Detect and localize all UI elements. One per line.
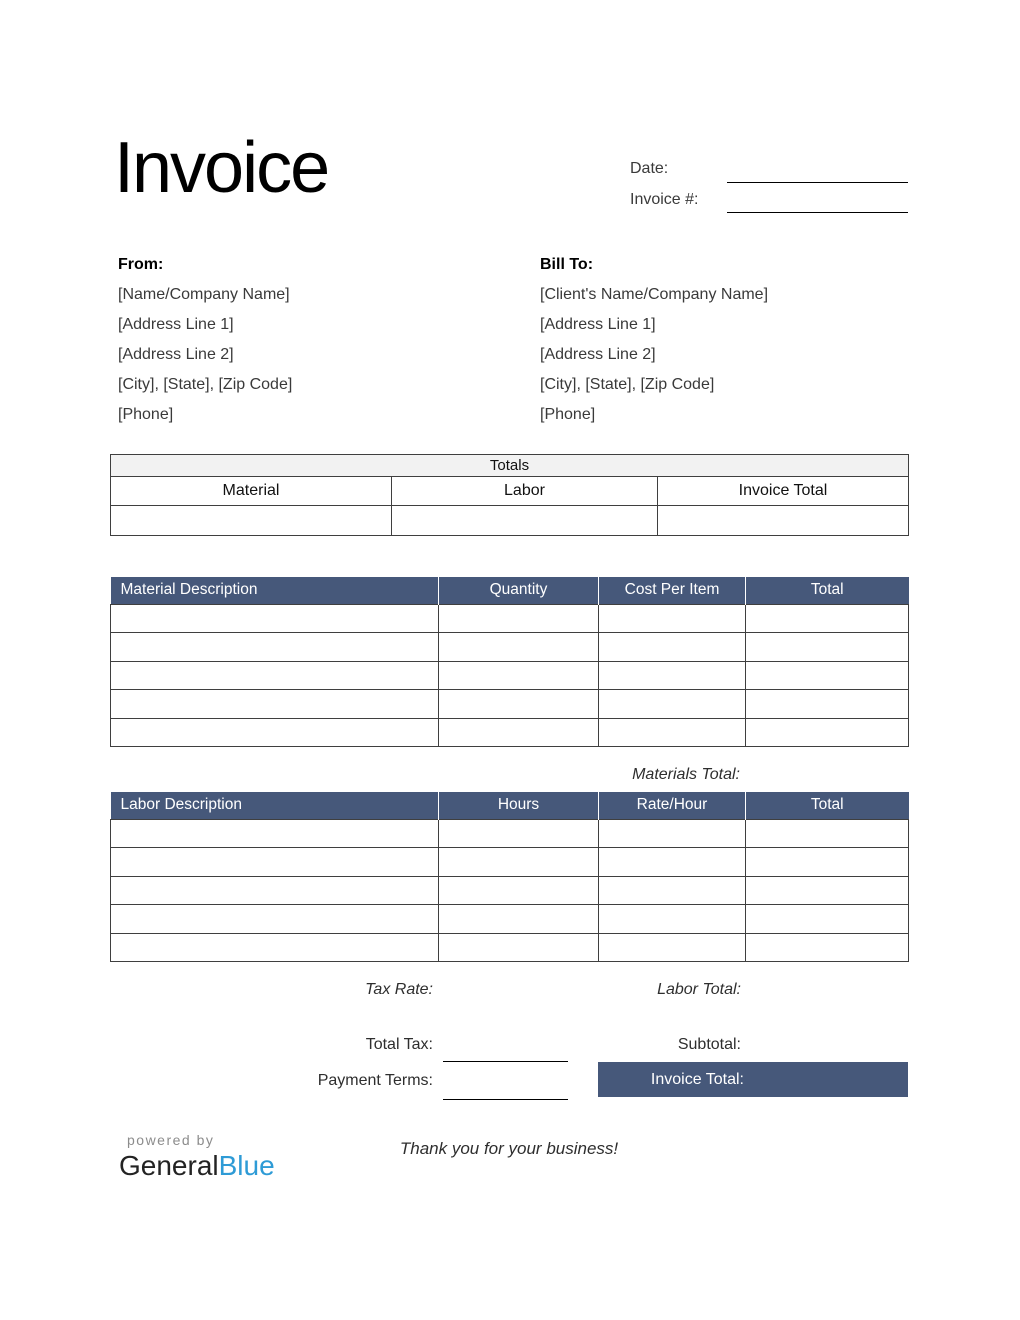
tax-rate-label: Tax Rate:: [365, 981, 433, 998]
empty-cell[interactable]: [111, 690, 439, 719]
empty-cell[interactable]: [599, 604, 746, 633]
empty-row: [111, 718, 909, 747]
empty-cell[interactable]: [439, 876, 599, 905]
empty-cell[interactable]: [111, 848, 439, 877]
date-field[interactable]: [727, 182, 908, 183]
bill-to-address-2: [Address Line 2]: [540, 346, 656, 363]
totals-table: [110, 454, 909, 536]
empty-cell[interactable]: [746, 690, 909, 719]
totals-labor-value[interactable]: [392, 506, 658, 536]
empty-cell[interactable]: [746, 633, 909, 662]
page-title: Invoice: [114, 128, 329, 208]
empty-cell[interactable]: [599, 718, 746, 747]
from-phone: [Phone]: [118, 406, 174, 423]
empty-cell[interactable]: [439, 905, 599, 934]
bill-to-address-1: [Address Line 1]: [540, 316, 656, 333]
bill-to-city-state-zip: [City], [State], [Zip Code]: [540, 376, 715, 393]
invoice-number-label: Invoice #:: [630, 191, 699, 208]
empty-row: [111, 848, 909, 877]
payment-terms-label: Payment Terms:: [317, 1072, 433, 1089]
bill-to-name: [Client's Name/Company Name]: [540, 286, 769, 303]
bill-to-heading: Bill To:: [540, 256, 594, 273]
empty-cell[interactable]: [111, 604, 439, 633]
empty-cell[interactable]: [599, 661, 746, 690]
empty-cell[interactable]: [599, 848, 746, 877]
empty-cell[interactable]: [439, 718, 599, 747]
totals-header-row: [111, 477, 909, 506]
empty-cell[interactable]: [746, 848, 909, 877]
labor-total-label: Labor Total:: [657, 981, 741, 998]
powered-by-text: powered by: [127, 1132, 215, 1148]
logo-general-text: General: [119, 1150, 219, 1181]
empty-row: [111, 661, 909, 690]
empty-cell[interactable]: [439, 633, 599, 662]
material-total-header: Total: [746, 577, 909, 604]
subtotal-label: Subtotal:: [677, 1036, 741, 1053]
empty-cell[interactable]: [746, 604, 909, 633]
date-label: Date:: [630, 160, 669, 177]
empty-cell[interactable]: [439, 661, 599, 690]
thank-you-message: Thank you for your business!: [399, 1139, 619, 1158]
empty-cell[interactable]: [746, 876, 909, 905]
totals-material-value[interactable]: [111, 506, 392, 536]
empty-cell[interactable]: [746, 718, 909, 747]
empty-cell[interactable]: [746, 661, 909, 690]
empty-cell[interactable]: [439, 604, 599, 633]
empty-cell[interactable]: [599, 933, 746, 962]
empty-cell[interactable]: [599, 905, 746, 934]
invoice-number-field[interactable]: [727, 212, 908, 213]
empty-cell[interactable]: [439, 819, 599, 848]
labor-total-header: Total: [746, 792, 909, 819]
totals-title-row: [111, 455, 909, 477]
from-address-2: [Address Line 2]: [118, 346, 234, 363]
totals-invoice-total-value[interactable]: [658, 506, 909, 536]
empty-cell[interactable]: [111, 933, 439, 962]
totals-value-row: [111, 506, 909, 536]
empty-cell[interactable]: [439, 848, 599, 877]
empty-row: [111, 905, 909, 934]
empty-cell[interactable]: [439, 933, 599, 962]
empty-cell[interactable]: [599, 633, 746, 662]
totals-labor-header: Labor: [392, 477, 658, 506]
empty-cell[interactable]: [599, 819, 746, 848]
bill-to-block: [540, 250, 940, 430]
empty-cell[interactable]: [111, 633, 439, 662]
payment-terms-field[interactable]: [443, 1099, 568, 1100]
empty-cell[interactable]: [746, 905, 909, 934]
from-address-1: [Address Line 1]: [118, 316, 234, 333]
materials-total-label: Materials Total:: [632, 766, 740, 783]
from-block: [118, 250, 518, 430]
quantity-header: Quantity: [439, 577, 599, 604]
empty-row: [111, 933, 909, 962]
bill-to-phone: [Phone]: [540, 406, 596, 423]
empty-cell[interactable]: [111, 819, 439, 848]
invoice-total-bar: Invoice Total:: [598, 1062, 908, 1097]
empty-cell[interactable]: [599, 876, 746, 905]
cost-per-item-header: Cost Per Item: [599, 577, 746, 604]
material-description-header: Material Description: [111, 577, 439, 604]
totals-invoice-total-header: Invoice Total: [658, 477, 909, 506]
empty-row: [111, 633, 909, 662]
empty-row: [111, 604, 909, 633]
empty-cell[interactable]: [439, 690, 599, 719]
empty-cell[interactable]: [111, 718, 439, 747]
from-city-state-zip: [City], [State], [Zip Code]: [118, 376, 293, 393]
empty-cell[interactable]: [111, 661, 439, 690]
empty-cell[interactable]: [111, 876, 439, 905]
from-heading: From:: [118, 256, 164, 273]
empty-row: [111, 876, 909, 905]
empty-row: [111, 819, 909, 848]
empty-cell[interactable]: [111, 905, 439, 934]
general-blue-logo: [119, 1150, 275, 1182]
labor-table: [110, 792, 909, 962]
empty-row: [111, 690, 909, 719]
totals-material-header: Material: [111, 477, 392, 506]
labor-description-header: Labor Description: [111, 792, 439, 819]
empty-cell[interactable]: [599, 690, 746, 719]
empty-cell[interactable]: [746, 819, 909, 848]
hours-header: Hours: [439, 792, 599, 819]
rate-per-hour-header: Rate/Hour: [599, 792, 746, 819]
labor-header-row: [111, 792, 909, 819]
logo-blue-text: Blue: [218, 1150, 275, 1181]
materials-table: [110, 577, 909, 747]
totals-title: Totals: [111, 455, 909, 477]
from-name: [Name/Company Name]: [118, 286, 290, 303]
total-tax-label: Total Tax:: [365, 1036, 433, 1053]
materials-header-row: [111, 577, 909, 604]
total-tax-field[interactable]: [443, 1061, 568, 1062]
empty-cell[interactable]: [746, 933, 909, 962]
